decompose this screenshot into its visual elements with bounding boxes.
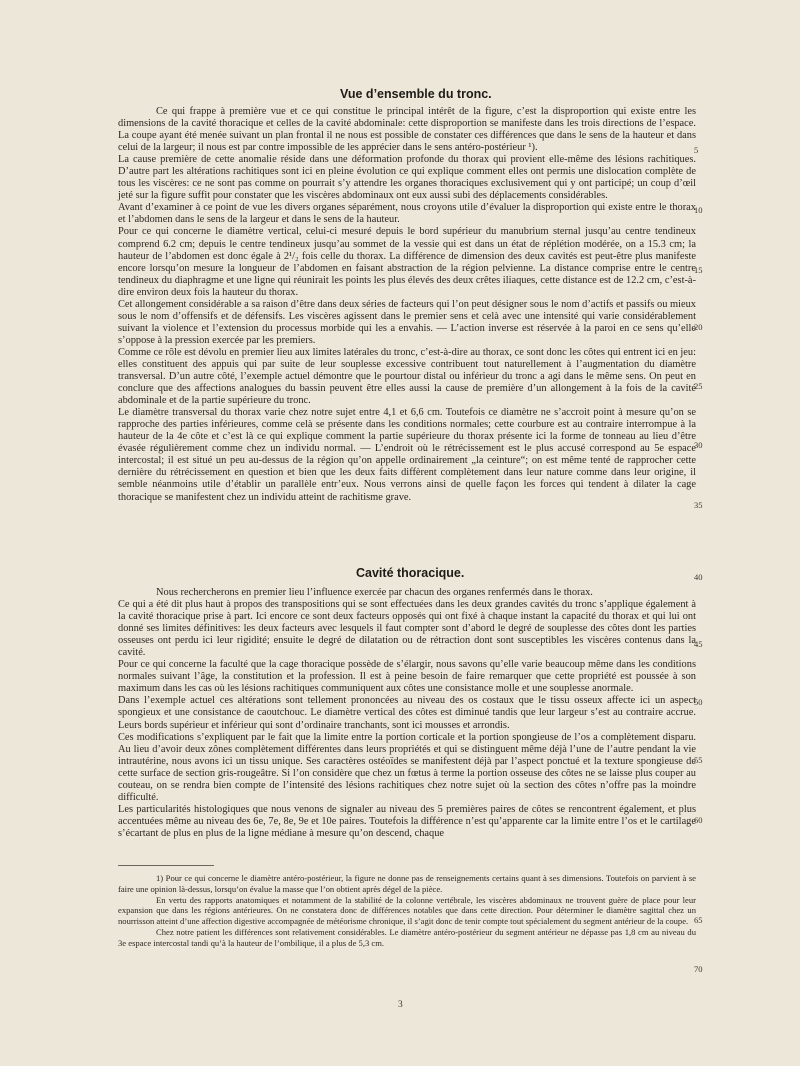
line-number: 40 bbox=[694, 572, 703, 582]
footnote-divider bbox=[118, 865, 214, 866]
footnotes bbox=[118, 873, 696, 949]
body-paragraph: Les particularités histologiques que nous venons de signaler au niveau des 5 premières paires de côtes se rencontrent également, et plus accentuées même au niveau des 6e, 7e, 8e, 9e et 10e paires. Toutefois la différence n’est qu’apparente car la limite entre l’os et le cartilage s’écartant de plus en plus de la ligne médiane à mesure qu’on descend, chaque bbox=[118, 803, 696, 839]
line-number: 65 bbox=[694, 915, 703, 925]
body-paragraph: Pour ce qui concerne le diamètre vertical, celui-ci mesuré depuis le bord supérieur du manubrium sternal jusqu’au centre tendineux comprend 6.2 cm; depuis le centre tendineux jusqu’au sommet de la vessie qui est dans un état de réplétion modérée, on a 15.3 cm; la hauteur de l’abdomen est donc égale à 2¹/₂ fois celle du thorax. La différence de dimension des deux cavités est peut-être plus manifeste encore lorsqu’on mesure la longueur de l’abdomen en faisant abstraction de la région pelvienne. La distance comprise entre le centre tendineux du diaphragme et une ligne qui réunirait les points les plus élevés des deux crêtes iliaques, cette distance est de 12.2 cm, c’est-à-dire environ deux fois la hauteur du thorax. bbox=[118, 226, 696, 298]
body-paragraph: Le diamètre transversal du thorax varie chez notre sujet entre 4,1 et 6,6 cm. Toutefois ce diamètre ne s’accroit point à mesure qu’on se rapproche des parties inférieures, comme celà se présente dans les conditions normales; cette courbure est au contraire interrompue à la hauteur de la 4e côte et c’est là ce qui explique comment la partie supérieure du thorax présente ici la forme de tonneau au lieu d’être évasée régulièrement comme chez un individu normal. — L’endroit où le rétrécissement est le plus accusé correspond au 5e espace intercostal; il est situé un peu au-dessus de la région qu’on appelle ordinairement „la ceinture“; on est même tenté de rapprocher cette dernière du rétrécissement en question et bien que les deux faits diffèrent complètement dans leur nature comme dans leur origine, il semble néanmoins utile d’établir un parallèle entr’eux. Nous verrons ainsi de quelle façon les forces qui tendent à dilater la cage thoracique se manifestent chez un individu atteint de rachitisme grave. bbox=[118, 407, 696, 503]
line-number: 60 bbox=[694, 815, 703, 825]
body-paragraph: Dans l’exemple actuel ces altérations sont tellement prononcées au niveau des os costaux que le tissu osseux affecte ici un aspect spongieux et une consistance de caoutchouc. Le diamètre vertical des côtes est diminué tandis que leur largeur s’est au contraire accrue. Leurs bords supérieur et inférieur qui sont d’ordinaire tranchants, sont ici mousses et arrondis. bbox=[118, 695, 696, 731]
body-paragraph: Pour ce qui concerne la faculté que la cage thoracique possède de s’élargir, nous savons qu’elle varie beaucoup même dans les conditions normales suivant l’âge, la constitution et la profession. Il est à peine besoin de faire remarquer que cette propriété est poussée à son maximum dans les cas où les lésions rachitiques communiquent aux côtes une consistance molle et une souplesse anormale. bbox=[118, 659, 696, 695]
footnote-paragraph: 1) Pour ce qui concerne le diamètre antéro-postérieur, la figure ne donne pas de renseignements certains quant à ses dimensions. Toutefois on parvient à se faire une opinion là-dessus, lorsqu’on évalue la masse que l’on obtient après dégel de la pièce. bbox=[118, 873, 696, 894]
line-number: 45 bbox=[694, 639, 703, 649]
body-paragraph: Comme ce rôle est dévolu en premier lieu aux limites latérales du tronc, c’est-à-dire au thorax, ce sont donc les côtes qui entrent ici en jeu: elles constituent des appuis qui par suite de leur souplesse excessive contribuent tout naturellement à l’augmentation du diamètre transversal. D’un autre côté, l’exemple actuel démontre que le pourtour distal ou inférieur du tronc a agi dans le même sens. On peut en conclure que des affections analogues du bassin peuvent être elles aussi la cause de première d’un allongement à la fois de la cavité abdominale et de la partie supérieure du tronc. bbox=[118, 346, 696, 407]
section2-body bbox=[118, 587, 696, 840]
body-paragraph: La cause première de cette anomalie réside dans une déformation profonde du thorax qui provient elle-même des lésions rachitiques. D’autre part les altérations rachitiques sont ici en pleine évolution ce qui explique comment elles ont permis une dislocation complète de tous les viscères: ce ne sont pas comme on pourrait s’y attendre les organes thoraciques exclusivement qui y ont participé; un coup d’œil jeté sur la figure suffit pour constater que les viscères abdominaux ont eux aussi subi des déplacements considérables. bbox=[118, 154, 696, 202]
section-title-vue-ensemble: Vue d’ensemble du tronc. bbox=[340, 87, 492, 101]
line-number: 50 bbox=[694, 697, 703, 707]
line-number: 25 bbox=[694, 381, 703, 391]
footnote-paragraph: En vertu des rapports anatomiques et notamment de la stabilité de la colonne vertébrale, les viscères abdominaux ne trouvent guère de place pour leur expansion que dans les régions antérieures. On ne constatera donc de différences notables que dans cette direction. Pour déterminer le diamètre sagittal chez un nourrisson atteint d’une affection digestive accompagnée de météorisme chronique, il s’agit donc de tenir compte tout spécialement du segment antérieur de la coupe. bbox=[118, 894, 696, 927]
line-number: 20 bbox=[694, 322, 703, 332]
line-number: 55 bbox=[694, 755, 703, 765]
body-paragraph: Cet allongement considérable a sa raison d’être dans deux séries de facteurs qui l’on peut désigner sous le nom d’actifs et passifs ou mieux sous le nom d’offensifs et de défensifs. Les viscères agissent dans le premier sens et celà avec une intensité qui varie considérablement suivant la violence et l’extension du processus morbide qui les a envahis. — L’action inverse est réservée à la paroi en ce sens qu’elle s’oppose à la pression exercée par les premiers. bbox=[118, 298, 696, 346]
page-number: 3 bbox=[398, 1000, 403, 1010]
body-paragraph: Ce qui a été dit plus haut à propos des transpositions qui se sont effectuées dans les deux grandes cavités du tronc s’applique également à la cavité thoracique prise à part. Ici encore ce sont deux facteurs opposés qui ont fixé à chaque instant la capacité du thorax et qui lui ont donné ses limites définitives: les deux facteurs avec lesquels il faut compter sont d’abord le degré de souplesse des côtes dont les parties osseuses ont perdu ici leur rigidité; ensuite le degré de dilatation ou de rétraction dont sont susceptibles les viscères contenus dans la cavité. bbox=[118, 599, 696, 659]
line-number: 5 bbox=[694, 145, 699, 155]
line-number: 70 bbox=[694, 964, 703, 974]
line-number: 15 bbox=[694, 265, 703, 275]
body-paragraph: Avant d’examiner à ce point de vue les divers organes séparément, nous croyons utile d’évaluer la disproportion qui existe entre le thorax et l’abdomen dans le sens de la largeur et dans le sens de la hauteur. bbox=[118, 202, 696, 226]
line-number: 10 bbox=[694, 205, 703, 215]
section-title-cavite-thoracique: Cavité thoracique. bbox=[356, 566, 465, 580]
line-number: 35 bbox=[694, 500, 703, 510]
line-number: 30 bbox=[694, 440, 703, 450]
body-paragraph: Nous rechercherons en premier lieu l’influence exercée par chacun des organes renfermés dans le thorax. bbox=[156, 587, 593, 598]
body-paragraph: Ces modifications s’expliquent par le fait que la limite entre la portion corticale et la portion spongieuse de l’os a complètement disparu. Au lieu d’avoir deux zônes complètement différentes dans leurs propriétés et qui se distinguent même déjà l’une de l’autre pendant la vie intrautérine, nous avons ici un tissu unique. Ses caractères ostéoïdes se manifestent déjà par l’aspect ponctué et la texture spongieuse de cette surface de section gris-rougeâtre. Si l’on considère que chez un fœtus à terme la portion osseuse des côtes ne se laisse plus couper au couteau, on se rendra bien compte de l’intensité des lésions rachitiques chez notre sujet où la section des côtes n’offre pas la moindre difficulté. bbox=[118, 731, 696, 803]
body-paragraph: Ce qui frappe à première vue et ce qui constitue le principal intérêt de la figure, c’est la disproportion qui existe entre les dimensions de la cavité thoracique et celles de la cavité abdominale: cette disproportion se manifeste dans les trois directions de l’espace. La coupe ayant été menée suivant un plan frontal il ne nous est possible de constater ces différences que dans le sens de la hauteur et dans celui de la largeur; il nous est par contre impossible de les apprécier dans le sens antéro-postérieur ¹). bbox=[118, 106, 696, 154]
footnote-paragraph: Chez notre patient les différences sont relativement considérables. Le diamètre antéro-postérieur du segment antérieur ne dépasse pas 1,8 cm au niveau du 3e espace intercostal tandi qu’à la hauteur de l’ombilique, il a plus de 5,3 cm. bbox=[118, 926, 696, 948]
